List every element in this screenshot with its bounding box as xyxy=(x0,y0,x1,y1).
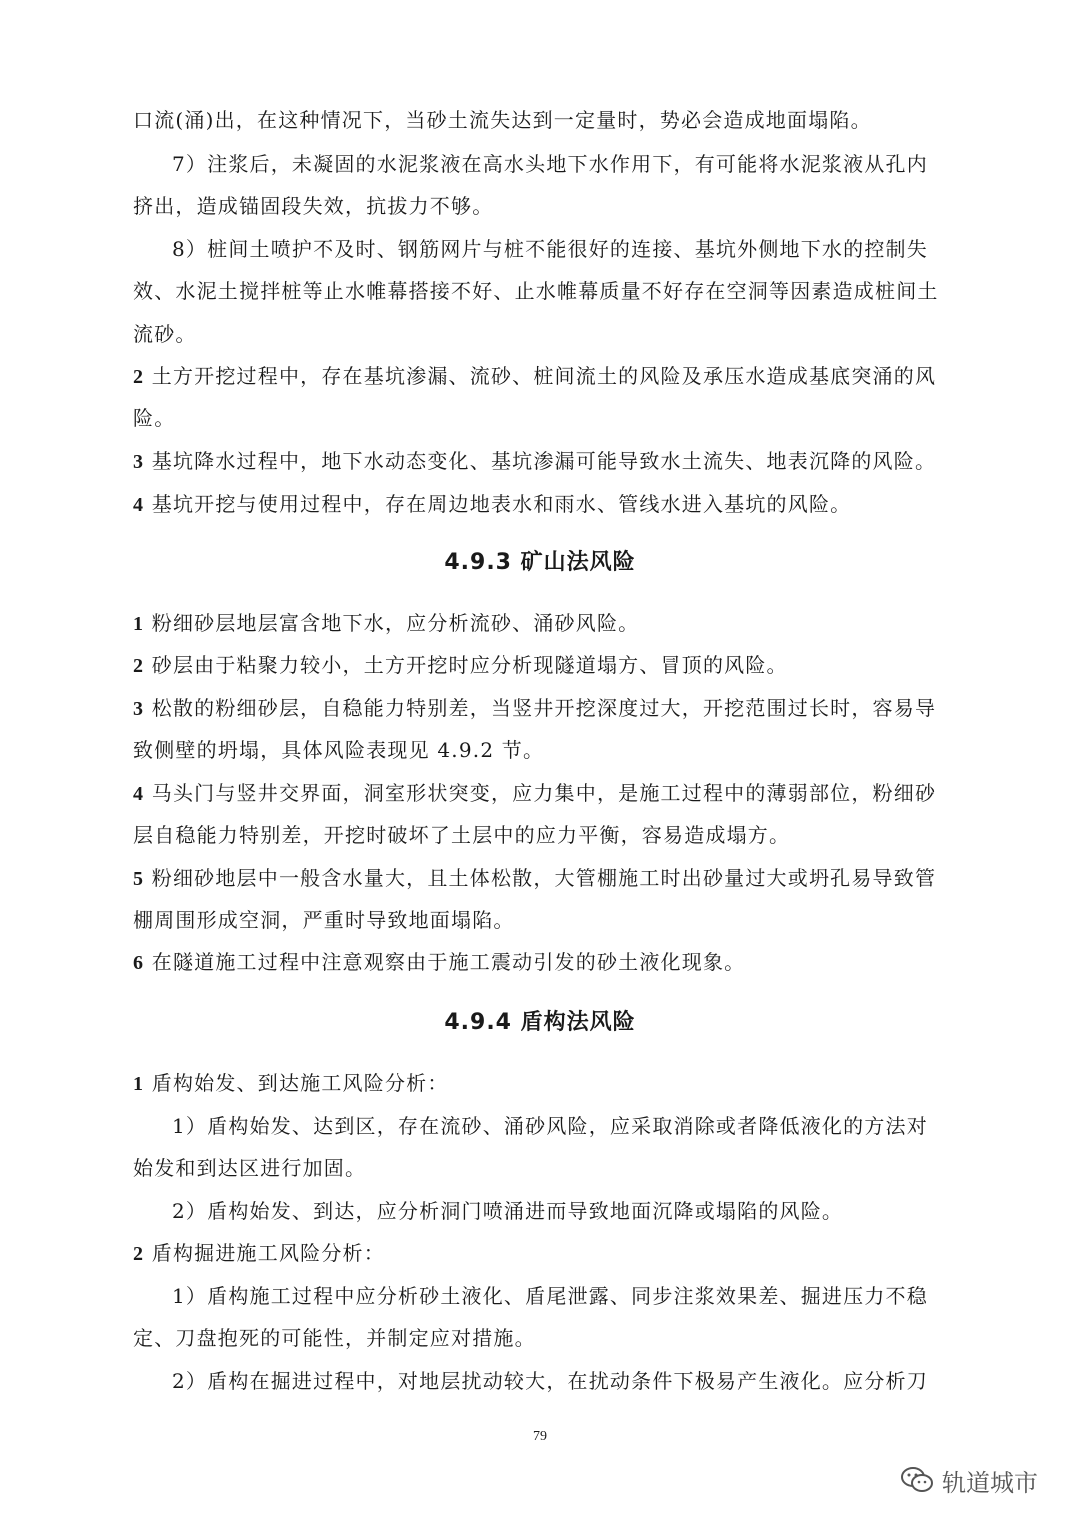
item-number: 4 xyxy=(133,494,145,516)
section-heading: 4.9.3 矿山法风险 xyxy=(444,550,636,575)
body-line: 2）盾构始发、到达，应分析洞门喷涌进而导致地面沉降或塌陷的风险。 xyxy=(172,1199,844,1223)
item-text: 松散的粉细砂层，自稳能力特别差，当竖井开挖深度过大，开挖范围过长时，容易导 xyxy=(144,696,937,720)
list-item xyxy=(133,948,953,977)
item-number: 4 xyxy=(133,783,145,805)
item-text: 基坑开挖与使用过程中，存在周边地表水和雨水、管线水进入基坑的风险。 xyxy=(144,492,852,516)
item-number: 2 xyxy=(133,366,145,388)
body-line: 挤出，造成锚固段失效，抗拔力不够。 xyxy=(133,194,494,218)
item-number: 3 xyxy=(133,451,145,473)
item-number: 1 xyxy=(133,613,145,635)
watermark-text: 轨道城市 xyxy=(942,1468,1038,1497)
list-item xyxy=(133,1069,953,1098)
body-line: 效、水泥土搅拌桩等止水帷幕搭接不好、止水帷幕质量不好存在空洞等因素造成桩间土 xyxy=(133,279,939,303)
item-number: 3 xyxy=(133,698,145,720)
body-line: 流砂。 xyxy=(133,322,197,346)
list-item xyxy=(133,1239,953,1268)
body-line: 险。 xyxy=(133,406,176,430)
body-line: 8）桩间土喷护不及时、钢筋网片与桩不能很好的连接、基坑外侧地下水的控制失 xyxy=(172,237,928,261)
list-item xyxy=(133,362,953,391)
item-text: 粉细砂地层中一般含水量大，且土体松散，大管棚施工时出砂量过大或坍孔易导致管 xyxy=(144,866,937,890)
item-text: 粉细砂层地层富含地下水，应分析流砂、涌砂风险。 xyxy=(144,611,640,635)
list-item xyxy=(133,447,953,476)
body-line: 定、刀盘抱死的可能性，并制定应对措施。 xyxy=(133,1326,536,1350)
item-number: 2 xyxy=(133,1243,145,1265)
list-item xyxy=(133,490,953,519)
item-number: 6 xyxy=(133,952,145,974)
list-item xyxy=(133,779,953,808)
section-heading: 4.9.4 盾构法风险 xyxy=(444,1010,636,1035)
item-number: 2 xyxy=(133,655,145,677)
item-text: 盾构掘进施工风险分析： xyxy=(144,1241,385,1265)
watermark xyxy=(900,1460,1038,1500)
body-line: 致侧壁的坍塌，具体风险表现见 4.9.2 节。 xyxy=(133,738,545,762)
list-item xyxy=(133,651,953,680)
list-item xyxy=(133,609,953,638)
list-item xyxy=(133,864,953,893)
item-number: 5 xyxy=(133,868,145,890)
item-text: 砂层由于粘聚力较小，土方开挖时应分析现隧道塌方、冒顶的风险。 xyxy=(144,653,788,677)
item-text: 马头门与竖井交界面，洞室形状突变，应力集中，是施工过程中的薄弱部位，粉细砂 xyxy=(144,781,937,805)
body-line: 1）盾构施工过程中应分析砂土液化、盾尾泄露、同步注浆效果差、掘进压力不稳 xyxy=(172,1284,928,1308)
item-number: 1 xyxy=(133,1073,145,1095)
body-line: 口流(涌)出，在这种情况下，当砂土流失达到一定量时，势必会造成地面塌陷。 xyxy=(133,108,872,132)
item-text: 在隧道施工过程中注意观察由于施工震动引发的砂土液化现象。 xyxy=(144,950,746,974)
body-line: 2）盾构在掘进过程中，对地层扰动较大，在扰动条件下极易产生液化。应分析刀 xyxy=(172,1369,928,1393)
item-text: 基坑降水过程中，地下水动态变化、基坑渗漏可能导致水土流失、地表沉降的风险。 xyxy=(144,449,937,473)
item-text: 盾构始发、到达施工风险分析： xyxy=(144,1071,449,1095)
body-line: 层自稳能力特别差，开挖时破坏了土层中的应力平衡，容易造成塌方。 xyxy=(133,823,791,847)
body-line: 7）注浆后，未凝固的水泥浆液在高水头地下水作用下，有可能将水泥浆液从孔内 xyxy=(172,152,928,176)
body-line: 棚周围形成空洞，严重时导致地面塌陷。 xyxy=(133,908,515,932)
body-line: 始发和到达区进行加固。 xyxy=(133,1156,367,1180)
body-line: 1）盾构始发、达到区，存在流砂、涌砂风险，应采取消除或者降低液化的方法对 xyxy=(172,1114,928,1138)
chat-bubble-icon xyxy=(900,1465,934,1495)
item-text: 土方开挖过程中，存在基坑渗漏、流砂、桩间流土的风险及承压水造成基底突涌的风 xyxy=(144,364,937,388)
list-item xyxy=(133,694,953,723)
page-number: 79 xyxy=(533,1429,547,1444)
